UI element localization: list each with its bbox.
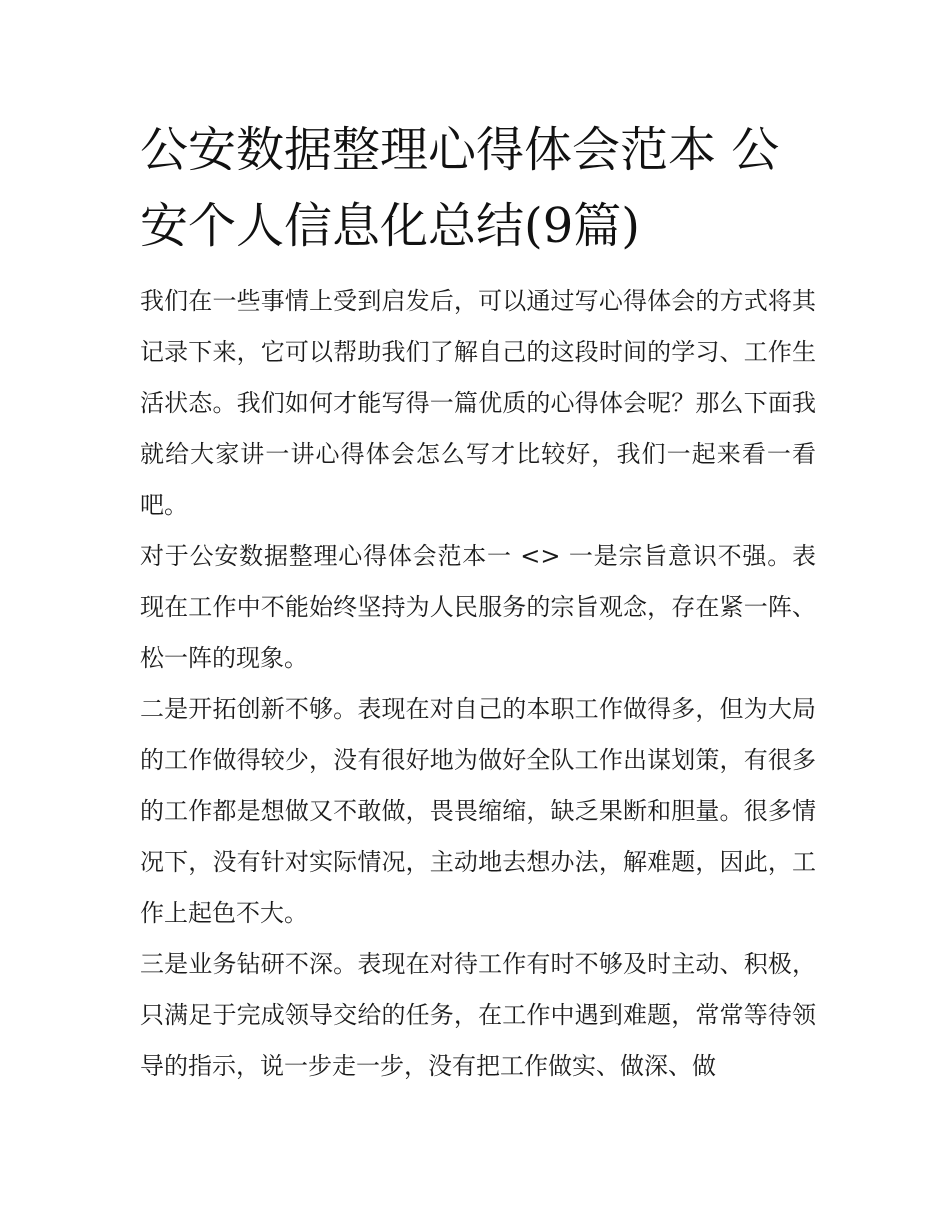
paragraph-intro: 我们在一些事情上受到启发后，可以通过写心得体会的方式将其记录下来，它可以帮助我们了解自己的这段时间的学习、工作生活状态。我们如何才能写得一篇优质的心得体会呢？那么下面我就给大家讲一讲心得体会怎么写才比较好，我们一起来看一看吧。: [140, 287, 816, 519]
document-title: 公安数据整理心得体会范本 公安个人信息化总结(9篇): [140, 122, 780, 254]
paragraph-point-two: 二是开拓创新不够。表现在对自己的本职工作做得多，但为大局的工作做得较少，没有很好地为做好全队工作出谋划策，有很多的工作都是想做又不敢做，畏畏缩缩，缺乏果断和胆量。很多情况下，没有针对实际情况，主动地去想办法，解难题，因此，工作上起色不大。: [140, 695, 816, 927]
paragraph-point-one: 对于公安数据整理心得体会范本一 <> 一是宗旨意识不强。表现在工作中不能始终坚持为人民服务的宗旨观念，存在紧一阵、松一阵的现象。: [140, 542, 816, 672]
paragraph-point-three: 三是业务钻研不深。表现在对待工作有时不够及时主动、积极，只满足于完成领导交给的任务，在工作中遇到难题，常常等待领导的指示，说一步走一步，没有把工作做实、做深、做: [140, 950, 816, 1080]
document-body: [140, 276, 816, 1092]
